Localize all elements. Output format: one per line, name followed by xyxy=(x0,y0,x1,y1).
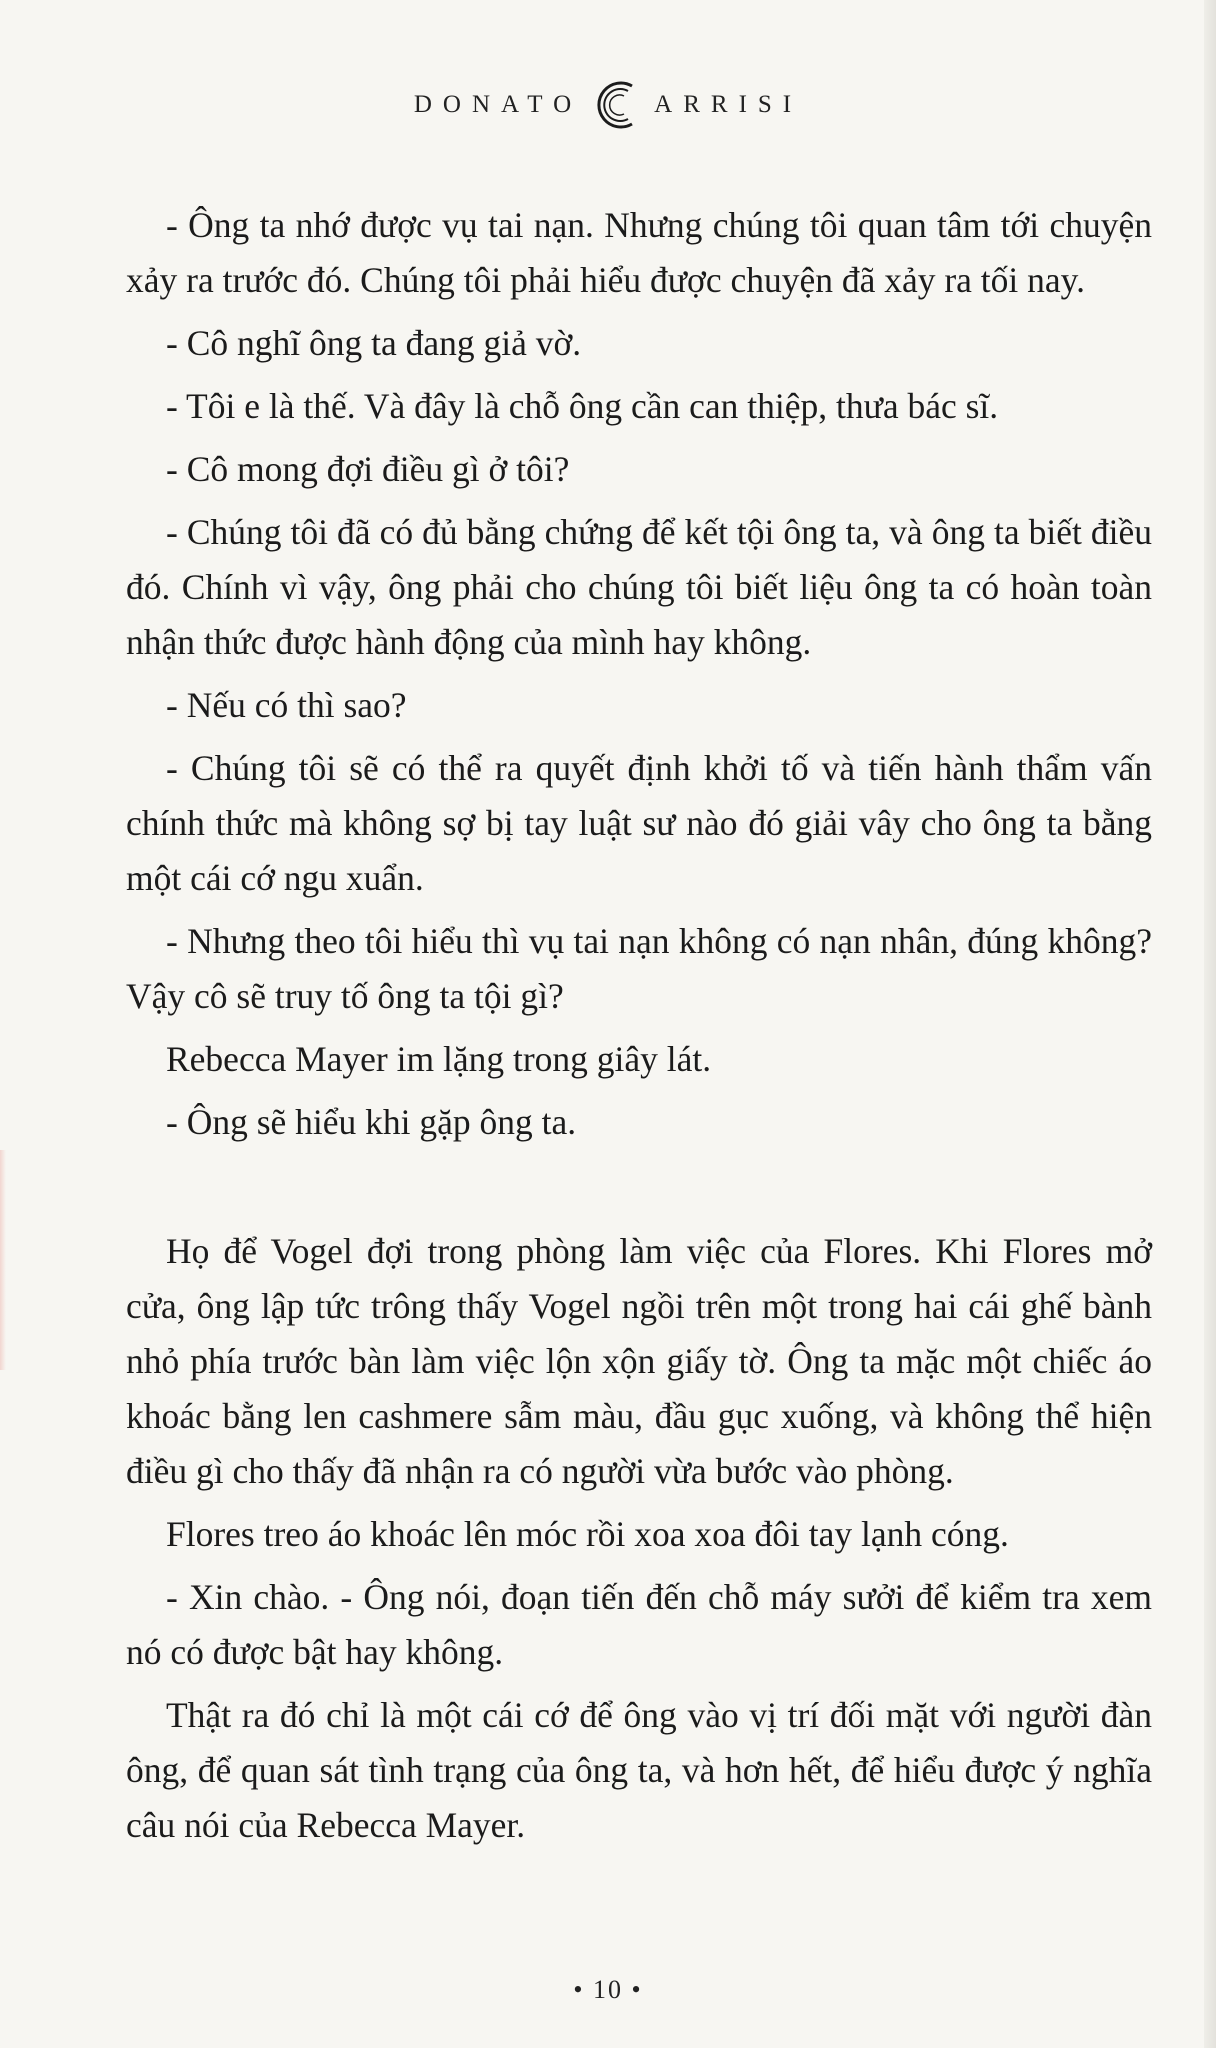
paragraph: Họ để Vogel đợi trong phòng làm việc của Flores. Khi Flores mở cửa, ông lập tức trông thấy Vogel ngồi trên một trong hai cái ghế bành nhỏ phía trước bàn làm việc lộn xộn giấy tờ. Ông ta mặc một chiếc áo khoác bằng len cashmere sẫm màu, đầu gục xuống, và không thể hiện điều gì cho thấy đã nhận ra có người vừa bước vào phòng. xyxy=(126,1231,1152,1491)
c-monogram-icon xyxy=(588,74,650,136)
paragraph: - Cô mong đợi điều gì ở tôi? xyxy=(166,449,570,489)
page-edge-tint xyxy=(0,1150,6,1370)
paragraph: - Nhưng theo tôi hiểu thì vụ tai nạn không có nạn nhân, đúng không? Vậy cô sẽ truy tố ông ta tội gì? xyxy=(126,921,1152,1016)
paragraph: Thật ra đó chỉ là một cái cớ để ông vào vị trí đối mặt với người đàn ông, để quan sát tình trạng của ông ta, và hơn hết, để hiểu được ý nghĩa câu nói của Rebecca Mayer. xyxy=(126,1695,1152,1845)
paragraph: Rebecca Mayer im lặng trong giây lát. xyxy=(166,1039,712,1079)
paragraph: - Xin chào. - Ông nói, đoạn tiến đến chỗ máy sưởi để kiểm tra xem nó có được bật hay không. xyxy=(126,1577,1152,1672)
paragraph: Flores treo áo khoác lên móc rồi xoa xoa đôi tay lạnh cóng. xyxy=(166,1514,1009,1554)
paragraph: - Ông ta nhớ được vụ tai nạn. Nhưng chúng tôi quan tâm tới chuyện xảy ra trước đó. Chúng tôi phải hiểu được chuyện đã xảy ra tối nay. xyxy=(126,205,1152,300)
page-number: • 10 • xyxy=(573,1975,643,2004)
paragraph: - Chúng tôi đã có đủ bằng chứng để kết tội ông ta, và ông ta biết điều đó. Chính vì vậy, ông phải cho chúng tôi biết liệu ông ta có hoàn toàn nhận thức được hành động của mình hay không. xyxy=(126,512,1152,662)
paragraph: - Tôi e là thế. Và đây là chỗ ông cần can thiệp, thưa bác sĩ. xyxy=(166,386,999,426)
page-body xyxy=(126,198,1152,1861)
paragraph: - Chúng tôi sẽ có thể ra quyết định khởi tố và tiến hành thẩm vấn chính thức mà không sợ bị tay luật sư nào đó giải vây cho ông ta bằng một cái cớ ngu xuẩn. xyxy=(126,748,1152,898)
running-header xyxy=(0,74,1216,136)
paragraph: - Ông sẽ hiểu khi gặp ông ta. xyxy=(166,1102,577,1142)
paragraph: - Cô nghĩ ông ta đang giả vờ. xyxy=(166,323,582,363)
section-break xyxy=(126,1158,1152,1224)
paragraph: - Nếu có thì sao? xyxy=(166,685,407,725)
author-last-name: ARRISI xyxy=(654,91,803,118)
page-edge-shadow xyxy=(1204,0,1216,2048)
author-first-name: DONATO xyxy=(413,91,583,118)
